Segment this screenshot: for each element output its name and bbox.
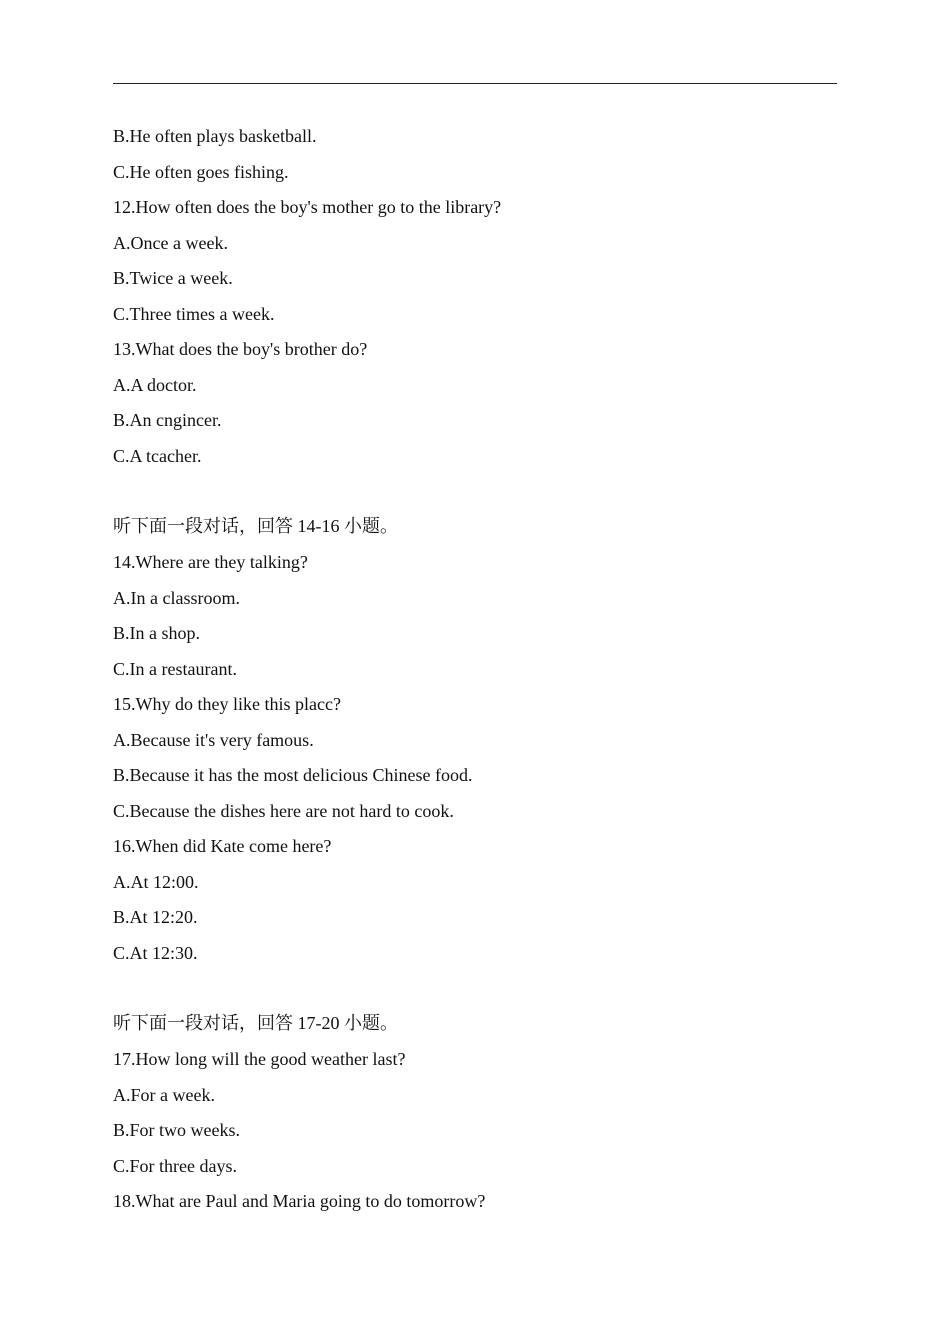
option-15-a: A.Because it's very famous.: [113, 730, 314, 750]
option-16-a: A.At 12:00.: [113, 872, 199, 892]
option-15-b: B.Because it has the most delicious Chinese food.: [113, 765, 473, 785]
option-17-b: B.For two weeks.: [113, 1120, 240, 1140]
option-14-c: C.In a restaurant.: [113, 659, 237, 679]
section-heading-14-16: 听下面一段对话，回答 14-16 小题。: [113, 516, 398, 536]
header-rule: [113, 83, 837, 84]
option-13-a: A.A doctor.: [113, 375, 197, 395]
question-12: 12.How often does the boy's mother go to the library?: [113, 197, 502, 217]
question-15: 15.Why do they like this placc?: [113, 694, 341, 714]
option-11-c: C.He often goes fishing.: [113, 162, 289, 182]
question-14: 14.Where are they talking?: [113, 552, 308, 572]
question-17: 17.How long will the good weather last?: [113, 1049, 406, 1069]
option-13-c: C.A tcacher.: [113, 446, 202, 466]
option-15-c: C.Because the dishes here are not hard to cook.: [113, 801, 454, 821]
option-12-b: B.Twice a week.: [113, 268, 233, 288]
option-12-c: C.Three times a week.: [113, 304, 275, 324]
option-12-a: A.Once a week.: [113, 233, 228, 253]
option-14-a: A.In a classroom.: [113, 588, 240, 608]
question-16: 16.When did Kate come here?: [113, 836, 332, 856]
option-16-c: C.At 12:30.: [113, 943, 198, 963]
option-14-b: B.In a shop.: [113, 623, 200, 643]
section-heading-17-20: 听下面一段对话，回答 17-20 小题。: [113, 1013, 398, 1033]
option-16-b: B.At 12:20.: [113, 907, 198, 927]
question-18: 18.What are Paul and Maria going to do tomorrow?: [113, 1191, 486, 1211]
option-17-a: A.For a week.: [113, 1085, 215, 1105]
option-17-c: C.For three days.: [113, 1156, 237, 1176]
option-11-b: B.He often plays basketball.: [113, 126, 317, 146]
option-13-b: B.An cngincer.: [113, 410, 222, 430]
question-13: 13.What does the boy's brother do?: [113, 339, 368, 359]
